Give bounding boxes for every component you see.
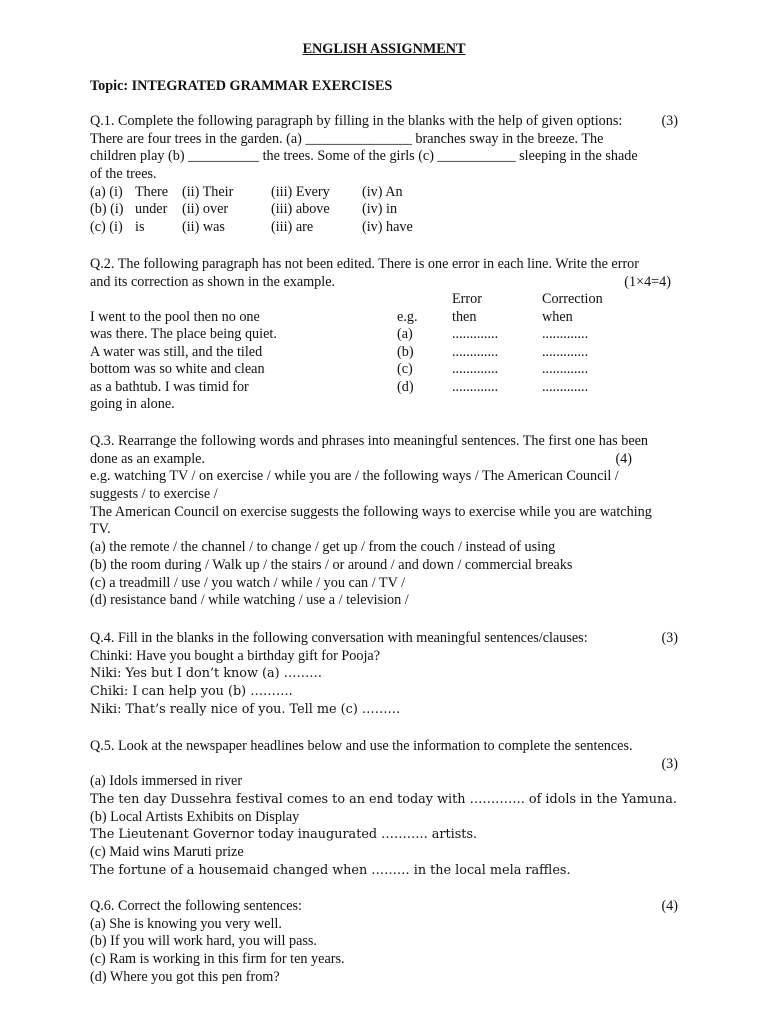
q2-row-label: e.g. [397, 308, 418, 325]
q2-row-error: ............. [452, 326, 499, 342]
topic-heading: Topic: INTEGRATED GRAMMAR EXERCISES [90, 78, 393, 94]
q5-headline: (c) Maid wins Maruti prize [90, 844, 244, 861]
q2-row-label: (d) [397, 378, 414, 395]
question-1 [90, 113, 678, 237]
q2-row-error: then [452, 308, 477, 325]
q3-example: suggests / to exercise / [90, 486, 218, 503]
q5-headline: (b) Local Artists Exhibits on Display [90, 808, 300, 825]
q3-item: (d) resistance band / while watching / use a / television / [90, 592, 409, 609]
option-label: (c) (i) [90, 219, 123, 236]
q2-row-correction: ............. [542, 361, 589, 377]
q3-example-answer: The American Council on exercise suggests the following ways to exercise while you are watching [90, 503, 652, 520]
q2-row-text: going in alone. [90, 396, 175, 412]
question-2 [90, 256, 678, 291]
q1-option-row [90, 184, 678, 202]
q3-item: (c) a treadmill / use / you watch / while / you can / TV / [90, 574, 406, 591]
q2-row-label: (c) [397, 361, 413, 377]
q2-row-correction: when [542, 308, 573, 325]
q1-paragraph-line: children play (b) __________ the trees. Some of the girls (c) ___________ sleeping in the shade [90, 148, 638, 165]
option-text: under [135, 201, 168, 218]
q2-row-label: (a) [397, 326, 413, 342]
q3-prompt-cont: done as an example. [90, 450, 206, 467]
q3-prompt: Q.3. Rearrange the following words and phrases into meaningful sentences. The first one has been [90, 433, 649, 449]
q2-row [90, 379, 678, 397]
question-3 [90, 433, 678, 610]
q4-dialogue-line: Niki: Yes but I don’t know (a) ……… [90, 666, 323, 682]
option-text: (iv) have [362, 219, 413, 236]
q2-row [90, 344, 678, 362]
q2-table [90, 291, 678, 414]
q2-row-correction: ............. [542, 326, 589, 342]
option-text: is [135, 219, 145, 236]
q2-row [90, 309, 678, 327]
q2-row-text: was there. The place being quiet. [90, 326, 277, 342]
q6-item: (d) Where you got this pen from? [90, 968, 280, 985]
q5-sentence: The ten day Dussehra festival comes to an end today with …………. of idols in the Yamuna. [90, 792, 677, 808]
q2-row-error: ............. [452, 378, 499, 395]
q3-item: (a) the remote / the channel / to change / get up / from the couch / instead of using [90, 539, 556, 556]
q5-prompt: Q.5. Look at the newspaper headlines below and use the information to complete the sentences. [90, 738, 633, 754]
q5-headline: (a) Idols immersed in river [90, 773, 243, 790]
q3-item: (b) the room during / Walk up / the stairs / or around / and down / commercial breaks [90, 556, 573, 573]
option-text: (iii) Every [271, 183, 330, 200]
q1-option-row [90, 201, 678, 219]
q1-paragraph-line: of the trees. [90, 166, 157, 183]
q2-row-text: bottom was so white and clean [90, 361, 265, 377]
q2-header-row [90, 291, 678, 309]
q2-row [90, 361, 678, 379]
option-text: (ii) Their [182, 183, 234, 200]
option-label: (b) (i) [90, 201, 124, 218]
q2-row-correction: ............. [542, 343, 589, 360]
option-text: (iv) An [362, 183, 403, 200]
q2-header-correction: Correction [542, 291, 603, 307]
q2-row-text: I went to the pool then no one [90, 308, 260, 325]
q2-row [90, 326, 678, 344]
q4-dialogue-line: Chinki: Have you bought a birthday gift for Pooja? [90, 647, 381, 664]
q5-sentence: The Lieutenant Governor today inaugurated ……….. artists. [90, 827, 478, 843]
q6-prompt: Q.6. Correct the following sentences: [90, 898, 302, 914]
q2-prompt-cont: and its correction as shown in the example. [90, 273, 336, 290]
q5-marks: (3) [661, 755, 678, 772]
option-text: (iii) are [271, 219, 314, 236]
q4-marks: (3) [661, 630, 678, 646]
q2-prompt: Q.2. The following paragraph has not been edited. There is one error in each line. Write the error [90, 256, 639, 272]
option-text: (ii) over [182, 201, 229, 218]
option-text: (iv) in [362, 201, 398, 218]
q4-prompt: Q.4. Fill in the blanks in the following conversation with meaningful sentences/clauses: [90, 630, 588, 646]
q3-example: e.g. watching TV / on exercise / while you are / the following ways / The American Council / [90, 468, 619, 485]
q2-row-text: A water was still, and the tiled [90, 343, 263, 360]
q6-marks: (4) [661, 898, 678, 914]
q3-example-answer: TV. [90, 521, 111, 538]
question-6 [90, 898, 678, 986]
option-text: (ii) was [182, 219, 225, 236]
q2-row-error: ............. [452, 361, 499, 377]
q2-marks: (1×4=4) [624, 273, 671, 290]
q4-dialogue-line: Chiki: I can help you (b) ………. [90, 684, 293, 700]
q2-row-label: (b) [397, 343, 414, 360]
q2-row-text: as a bathtub. I was timid for [90, 378, 249, 395]
option-text: (iii) above [271, 201, 330, 218]
q4-dialogue-line: Niki: That’s really nice of you. Tell me (c) ……… [90, 701, 401, 717]
q1-marks: (3) [661, 113, 678, 129]
q6-item: (c) Ram is working in this firm for ten years. [90, 951, 345, 968]
q2-row [90, 396, 678, 414]
page-title: ENGLISH ASSIGNMENT [302, 41, 466, 57]
option-text: There [135, 183, 169, 200]
q2-row-correction: ............. [542, 378, 589, 395]
q3-marks: (4) [615, 450, 632, 467]
q1-prompt: Q.1. Complete the following paragraph by filling in the blanks with the help of given options: [90, 113, 623, 129]
q2-header-error: Error [452, 291, 482, 307]
question-4 [90, 630, 678, 718]
q5-sentence: The fortune of a housemaid changed when ……… in the local mela raffles. [90, 862, 571, 878]
q6-item: (b) If you will work hard, you will pass. [90, 933, 317, 950]
q2-row-error: ............. [452, 343, 499, 360]
option-label: (a) (i) [90, 183, 123, 200]
q1-paragraph-line: There are four trees in the garden. (a) _______________ branches sway in the breeze. The [90, 130, 604, 147]
question-5 [90, 738, 678, 880]
q1-option-row [90, 219, 678, 237]
q6-item: (a) She is knowing you very well. [90, 915, 282, 932]
